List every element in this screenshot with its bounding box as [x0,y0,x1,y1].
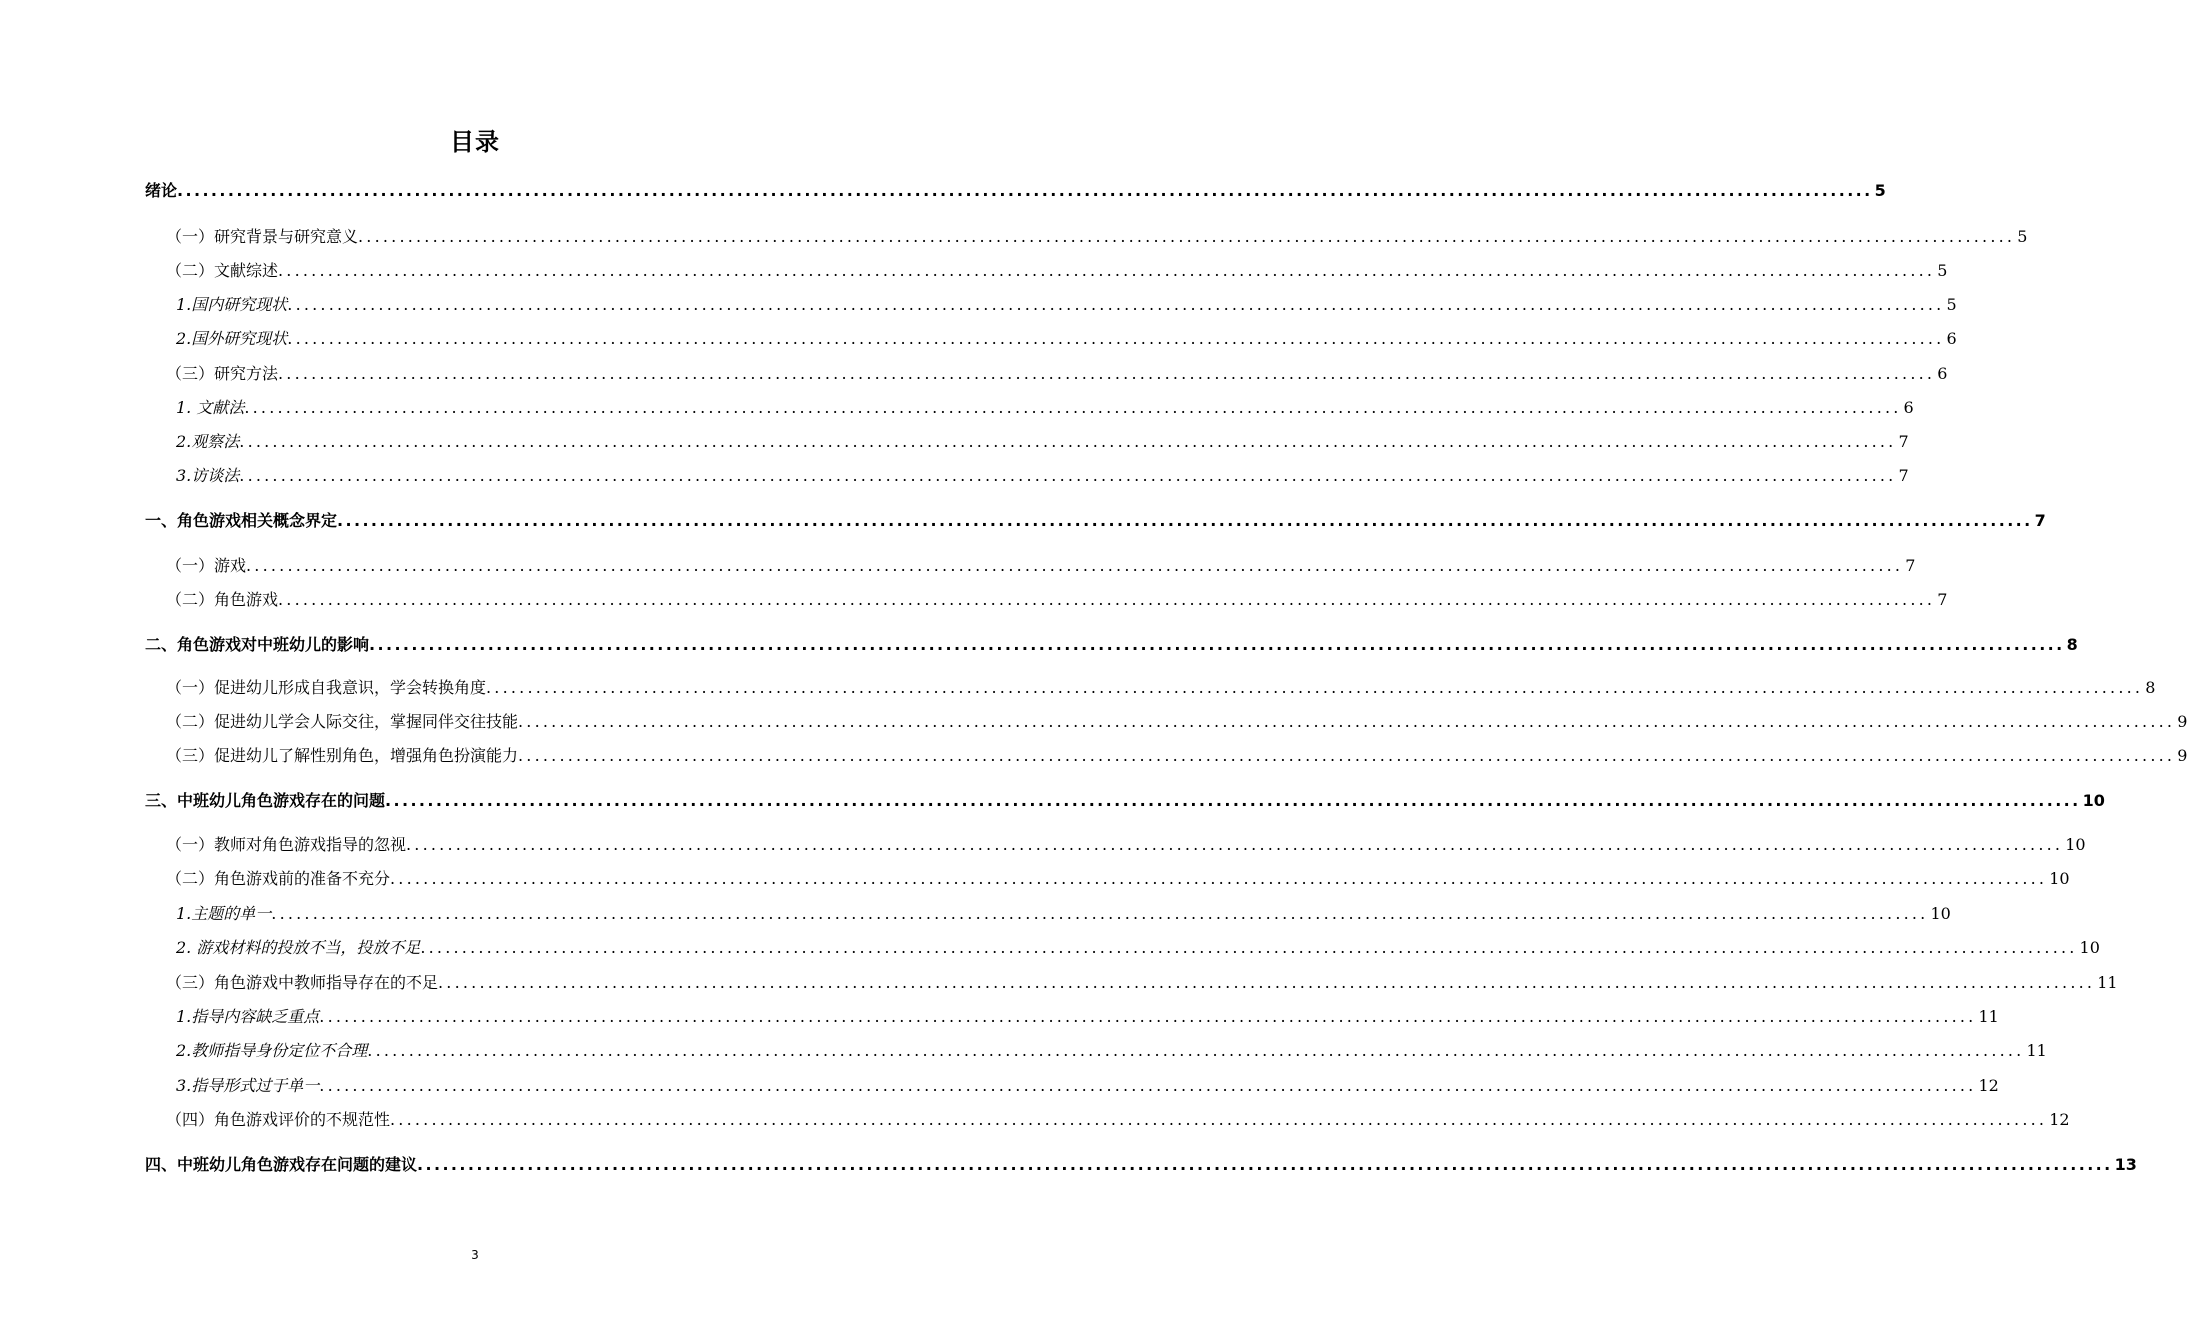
toc-entry-page: 10 [2049,869,2070,888]
toc-entry[interactable] [176,937,2100,959]
toc-entry[interactable] [166,1109,2070,1131]
toc-entry[interactable] [166,745,2187,767]
toc-leader-dots: ........................................................................................................................................................................................................ [271,904,1929,923]
toc-entry-title: 一、角色游戏相关概念界定 [145,511,338,530]
toc-entry[interactable] [166,589,1948,611]
toc-entry-title: （三）研究方法 [166,364,279,383]
toc-entry-title: （四）角色游戏评价的不规范性 [166,1110,391,1129]
toc-entry-page: 9 [2177,746,2187,765]
toc-leader-dots: ........................................................................................................................................................................................................ [369,635,2065,654]
toc-entry[interactable] [166,972,2118,994]
toc-entry[interactable] [166,868,2070,890]
toc-entry[interactable] [176,1075,1999,1097]
page-title: 目录 [450,128,500,156]
toc-leader-dots: ........................................................................................................................................................................................................ [239,432,1897,451]
toc-entry-title: （二）文献综述 [166,261,279,280]
toc-leader-dots: ........................................................................................................................................................................................................ [486,678,2144,697]
toc-leader-dots: ........................................................................................................................................................................................................ [438,973,2096,992]
toc-leader-dots: ........................................................................................................................................................................................................ [287,295,1945,314]
toc-leader-dots: ........................................................................................................................................................................................................ [518,746,2176,765]
toc-entry-title: 三、中班幼儿角色游戏存在的问题 [145,791,386,810]
toc-entry-title: 二、角色游戏对中班幼儿的影响 [145,635,370,654]
toc-leader-dots: ........................................................................................................................................................................................................ [246,556,1904,575]
toc-entry-page: 8 [2145,678,2156,697]
toc-leader-dots: ........................................................................................................................................................................................................ [367,1041,2025,1060]
toc-entry[interactable] [176,431,1909,453]
toc-entry[interactable] [176,465,1909,487]
toc-entry[interactable] [166,677,2156,699]
toc-entry-title: 绪论 [145,181,178,200]
toc-entry-page: 13 [2114,1155,2137,1174]
toc-entry-page: 10 [1930,904,1951,923]
toc-entry-title: 1.主题的单一 [176,904,272,923]
toc-entry-page: 6 [1903,398,1914,417]
toc-leader-dots: ........................................................................................................................................................................................................ [278,590,1936,609]
toc-entry-title: （三）角色游戏中教师指导存在的不足 [166,973,439,992]
toc-entry[interactable] [145,180,1886,202]
toc-entry[interactable] [166,834,2086,856]
toc-entry[interactable] [176,1006,1999,1028]
toc-entry[interactable] [145,510,2046,532]
toc-entry-page: 5 [1937,261,1948,280]
toc-entry-title: 1.国内研究现状 [176,295,288,314]
toc-entry-title: （一）教师对角色游戏指导的忽视 [166,835,407,854]
toc-entry-page: 7 [1937,590,1948,609]
toc-entry-title: 2. 游戏材料的投放不当，投放不足 [176,938,421,957]
toc-leader-dots: ........................................................................................................................................................................................................ [417,1155,2113,1174]
toc-entry[interactable] [166,555,1916,577]
toc-entry-title: （三）促进幼儿了解性别角色，增强角色扮演能力 [166,746,519,765]
toc-leader-dots: ........................................................................................................................................................................................................ [278,261,1936,280]
toc-entry-title: （一）游戏 [166,556,247,575]
page-number: 3 [471,1248,479,1262]
toc-entry-page: 6 [1937,364,1948,383]
toc-entry[interactable] [145,790,2105,812]
toc-entry-title: （一）研究背景与研究意义 [166,227,359,246]
toc-leader-dots: ........................................................................................................................................................................................................ [319,1076,1977,1095]
toc-entry-page: 10 [2082,791,2105,810]
toc-leader-dots: ........................................................................................................................................................................................................ [177,181,1873,200]
toc-entry-page: 6 [1946,329,1957,348]
toc-entry-page: 10 [2079,938,2100,957]
toc-leader-dots: ........................................................................................................................................................................................................ [518,712,2176,731]
toc-leader-dots: ........................................................................................................................................................................................................ [337,511,2033,530]
toc-entry[interactable] [166,226,2028,248]
toc-entry-page: 7 [2034,511,2046,530]
toc-entry-page: 5 [2017,227,2028,246]
toc-leader-dots: ........................................................................................................................................................................................................ [390,1110,2048,1129]
toc-entry-page: 12 [2049,1110,2070,1129]
toc-entry[interactable] [145,634,2078,656]
toc-entry-title: （二）角色游戏 [166,590,279,609]
toc-entry-title: 2.国外研究现状 [176,329,288,348]
toc-entry-page: 10 [2065,835,2086,854]
toc-entry-page: 11 [1978,1007,1999,1026]
toc-entry-page: 7 [1898,432,1909,451]
toc-entry-page: 9 [2177,712,2187,731]
toc-entry-page: 11 [2097,973,2118,992]
toc-entry-page: 7 [1905,556,1916,575]
toc-entry-page: 12 [1978,1076,1999,1095]
toc-entry-page: 7 [1898,466,1909,485]
toc-leader-dots: ........................................................................................................................................................................................................ [278,364,1936,383]
toc-entry-title: 1.指导内容缺乏重点 [176,1007,320,1026]
toc-entry[interactable] [166,363,1948,385]
toc-entry-title: 3.指导形式过于单一 [176,1076,320,1095]
toc-entry[interactable] [145,1154,2137,1176]
toc-entry[interactable] [176,328,1957,350]
toc-leader-dots: ........................................................................................................................................................................................................ [319,1007,1977,1026]
toc-entry-page: 5 [1946,295,1957,314]
toc-leader-dots: ........................................................................................................................................................................................................ [239,466,1897,485]
toc-leader-dots: ........................................................................................................................................................................................................ [287,329,1945,348]
toc-entry-title: 1. 文献法 [176,398,245,417]
toc-leader-dots: ........................................................................................................................................................................................................ [385,791,2081,810]
toc-entry-title: （二）角色游戏前的准备不充分 [166,869,391,888]
toc-leader-dots: ........................................................................................................................................................................................................ [406,835,2064,854]
toc-entry[interactable] [176,1040,2047,1062]
toc-leader-dots: ........................................................................................................................................................................................................ [244,398,1902,417]
toc-entry[interactable] [176,903,1951,925]
toc-entry-title: 四、中班幼儿角色游戏存在问题的建议 [145,1155,418,1174]
toc-leader-dots: ........................................................................................................................................................................................................ [358,227,2016,246]
toc-leader-dots: ........................................................................................................................................................................................................ [420,938,2078,957]
toc-entry-title: 3.访谈法 [176,466,240,485]
toc-entry-title: 2.观察法 [176,432,240,451]
toc-entry-page: 5 [1874,181,1886,200]
toc-entry[interactable] [176,294,1957,316]
toc-entry-page: 8 [2066,635,2078,654]
toc-entry[interactable] [166,260,1948,282]
toc-entry[interactable] [166,711,2187,733]
toc-entry-title: （二）促进幼儿学会人际交往，掌握同伴交往技能 [166,712,519,731]
toc-entry-title: （一）促进幼儿形成自我意识，学会转换角度 [166,678,487,697]
toc-entry[interactable] [176,397,1914,419]
toc-entry-page: 11 [2026,1041,2047,1060]
toc-leader-dots: ........................................................................................................................................................................................................ [390,869,2048,888]
toc-entry-title: 2.教师指导身份定位不合理 [176,1041,368,1060]
